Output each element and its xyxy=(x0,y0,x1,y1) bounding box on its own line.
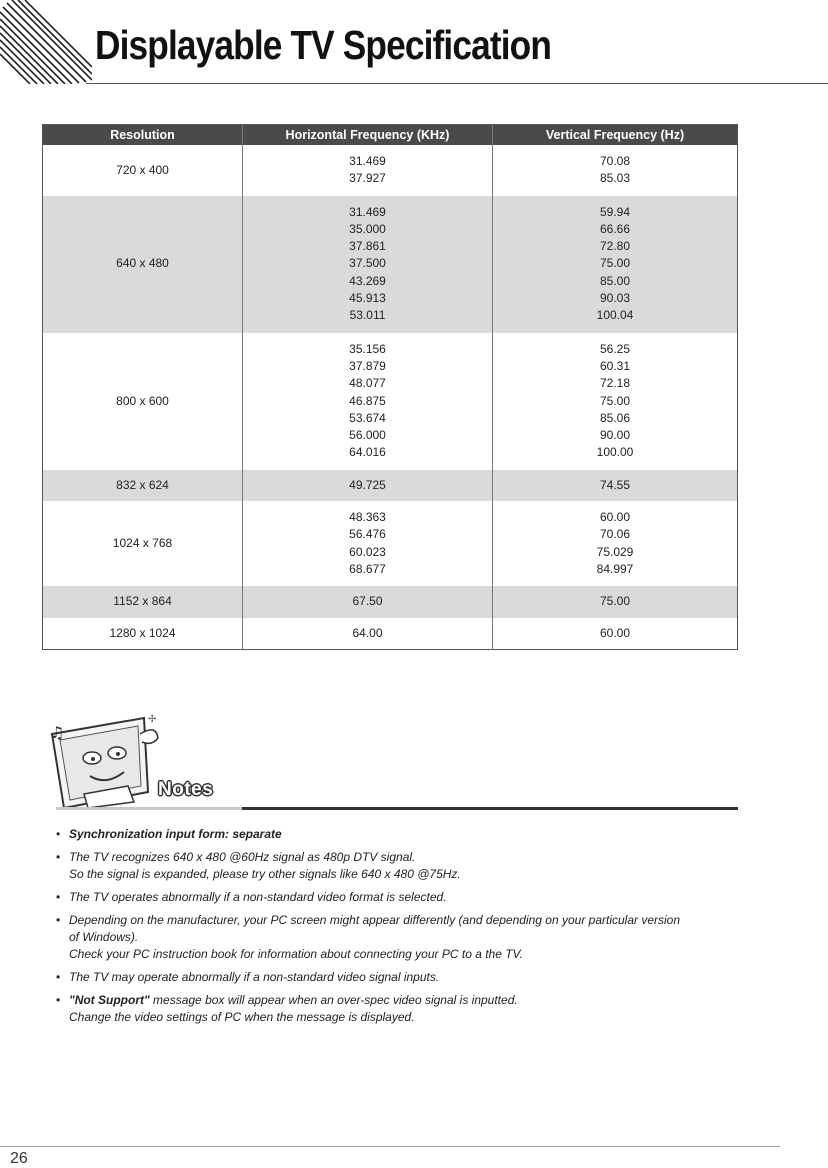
frequency-value: 67.50 xyxy=(352,594,383,609)
note-item xyxy=(56,849,736,883)
frequency-value: 60.31 xyxy=(599,358,631,373)
frequency-value: 90.00 xyxy=(599,428,631,443)
frequency-value: 75.00 xyxy=(599,256,631,271)
resolution-cell: 800 x 600 xyxy=(116,393,169,408)
table-row xyxy=(43,196,738,333)
vertical-frequency-cell xyxy=(493,470,738,501)
frequency-value: 85.03 xyxy=(599,171,631,186)
frequency-value: 53.674 xyxy=(349,410,386,425)
footer-rule xyxy=(0,1146,780,1147)
resolution-cell: 1024 x 768 xyxy=(112,535,173,550)
spec-table xyxy=(42,124,738,650)
frequency-value: 85.06 xyxy=(599,410,631,425)
note-line: • The TV may operate abnormally if a non-standard video signal inputs. xyxy=(69,970,440,984)
frequency-value: 46.875 xyxy=(349,393,386,408)
svg-text:✢: ✢ xyxy=(148,714,157,725)
frequency-value: 49.725 xyxy=(349,477,386,492)
note-line: message box will appear when an over-spec video signal is inputted. xyxy=(149,993,518,1007)
frequency-value: 90.03 xyxy=(599,291,631,306)
note-item xyxy=(56,992,736,1026)
frequency-value: 64.00 xyxy=(352,625,383,640)
page-number: 26 xyxy=(10,1150,28,1167)
resolution-cell: 1152 x 864 xyxy=(43,586,243,617)
frequency-value: 100.04 xyxy=(596,308,634,323)
horizontal-frequency-cell xyxy=(243,145,493,196)
frequency-value: 75.029 xyxy=(596,544,634,559)
note-line: • The TV operates abnormally if a non-standard video format is selected. xyxy=(69,890,447,904)
frequency-value: 66.66 xyxy=(599,221,631,236)
frequency-value: 59.94 xyxy=(599,204,631,219)
vertical-frequency-cell xyxy=(493,618,738,650)
column-header-horizontal: Horizontal Frequency (KHz) xyxy=(243,125,493,146)
vertical-frequency-cell xyxy=(493,501,738,586)
frequency-value: 75.00 xyxy=(599,594,631,609)
notes-rule-light xyxy=(56,807,242,810)
frequency-value: 31.469 xyxy=(349,154,386,168)
table-row xyxy=(43,586,738,617)
horizontal-frequency-cell xyxy=(243,470,493,501)
table-row xyxy=(43,501,738,586)
frequency-value: 48.363 xyxy=(349,510,386,525)
note-line: Check your PC instruction book for information about connecting your PC to a the TV. xyxy=(69,947,524,961)
column-header-vertical: Vertical Frequency (Hz) xyxy=(493,125,738,146)
note-emphasis: "Not Support" xyxy=(69,993,150,1007)
note-line: • Depending on the manufacturer, your PC screen might appear differently (and depending on your particular version xyxy=(69,913,681,927)
resolution-cell: 832 x 624 xyxy=(43,470,243,501)
frequency-value: 37.927 xyxy=(349,171,386,186)
notes-rule xyxy=(242,807,738,810)
frequency-value: 100.00 xyxy=(596,445,634,460)
resolution-cell: 1280 x 1024 xyxy=(109,625,176,640)
notes-tv-mascot-icon xyxy=(44,712,244,812)
table-row xyxy=(43,618,738,650)
title-rule xyxy=(86,83,828,84)
notes-label: Notes xyxy=(158,779,214,800)
frequency-value: 45.913 xyxy=(349,291,386,306)
table-header-row xyxy=(43,125,738,146)
note-item xyxy=(56,889,736,906)
frequency-value: 37.879 xyxy=(349,358,386,373)
svg-text:♫: ♫ xyxy=(50,723,65,742)
note-line: of Windows). xyxy=(69,930,139,944)
frequency-value: 84.997 xyxy=(596,561,634,576)
frequency-value: 53.011 xyxy=(349,308,386,323)
frequency-value: 60.00 xyxy=(599,625,631,640)
frequency-value: 37.500 xyxy=(349,256,386,271)
horizontal-frequency-cell xyxy=(243,618,493,650)
note-item xyxy=(56,912,736,963)
frequency-value: 56.000 xyxy=(349,428,386,443)
horizontal-frequency-cell xyxy=(243,586,493,617)
frequency-value: 64.016 xyxy=(349,445,386,460)
note-item xyxy=(56,969,736,986)
frequency-value: 72.18 xyxy=(599,376,631,391)
frequency-value: 31.469 xyxy=(349,204,386,219)
vertical-frequency-cell xyxy=(493,586,738,617)
resolution-cell: 640 x 480 xyxy=(43,196,243,333)
frequency-value: 70.06 xyxy=(599,527,631,542)
notes-list xyxy=(56,826,736,1032)
frequency-value: 35.156 xyxy=(349,341,386,356)
table-row xyxy=(43,145,738,196)
frequency-value: 72.80 xyxy=(599,239,631,254)
frequency-value: 75.00 xyxy=(599,393,631,408)
frequency-value: 70.08 xyxy=(599,154,631,168)
frequency-value: 48.077 xyxy=(349,376,386,391)
frequency-value: 60.00 xyxy=(599,510,631,525)
page-title: Displayable TV Specification xyxy=(95,22,552,68)
resolution-cell: 720 x 400 xyxy=(116,162,169,177)
note-line: Change the video settings of PC when the message is displayed. xyxy=(69,1010,415,1024)
note-emphasis: Synchronization input form: separate xyxy=(69,827,282,841)
frequency-value: 56.476 xyxy=(349,527,386,542)
column-header-resolution: Resolution xyxy=(43,125,243,146)
header-hatch-decoration xyxy=(0,0,92,84)
note-line: • The TV recognizes 640 x 480 @60Hz signal as 480p DTV signal. xyxy=(69,850,416,864)
table-row xyxy=(43,470,738,501)
note-item xyxy=(56,826,736,843)
frequency-value: 85.00 xyxy=(599,273,631,288)
horizontal-frequency-cell xyxy=(243,501,493,586)
frequency-value: 68.677 xyxy=(349,561,386,576)
vertical-frequency-cell xyxy=(493,333,738,470)
frequency-value: 74.55 xyxy=(599,477,631,492)
horizontal-frequency-cell xyxy=(243,196,493,333)
vertical-frequency-cell xyxy=(493,145,738,196)
horizontal-frequency-cell xyxy=(243,333,493,470)
frequency-value: 35.000 xyxy=(349,221,386,236)
frequency-value: 43.269 xyxy=(349,273,386,288)
frequency-value: 60.023 xyxy=(349,544,386,559)
table-row xyxy=(43,333,738,470)
frequency-value: 37.861 xyxy=(349,239,386,254)
vertical-frequency-cell xyxy=(493,196,738,333)
frequency-value: 56.25 xyxy=(599,341,631,356)
note-line: So the signal is expanded, please try other signals like 640 x 480 @75Hz. xyxy=(69,867,461,881)
